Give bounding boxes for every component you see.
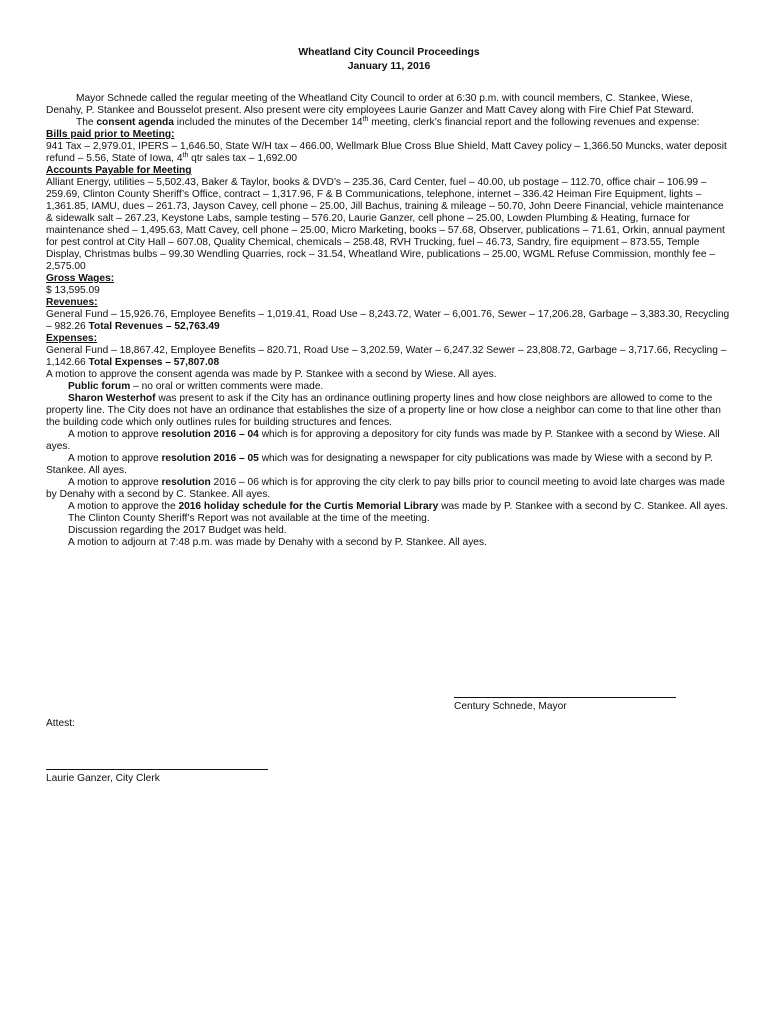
sheriff-report-paragraph: The Clinton County Sheriff’s Report was not available at the time of the meeting. [68,513,430,524]
holiday-schedule-term: 2016 holiday schedule for the Curtis Memorial Library [178,501,439,512]
mayor-signature-line [454,697,676,698]
title-date: January 11, 2016 [347,61,431,72]
expenses-heading: Expenses: [46,333,97,344]
westerhof-name: Sharon Westerhof [68,393,156,404]
intro-paragraph: Mayor Schnede called the regular meeting of the Wheatland City Council to order at 6:30 p.m. with council members, C. Stankee, Wiese, Denahy, P. Stankee and Bousselot present. Also present were city employees Laurie Ganzer and Matt Cavey along with Fire Chief Pat Steward. [46,93,695,116]
adjourn-paragraph: A motion to adjourn at 7:48 p.m. was made by Denahy with a second by P. Stankee. All ayes. [68,537,487,548]
clerk-signature-block [46,769,268,785]
title-line-1: Wheatland City Council Proceedings [298,47,480,58]
revenues-text: General Fund – 15,926.76, Employee Benefits – 1,019.41, Road Use – 8,243.72, Water – 6,001.76, Sewer – 17,206.28, Garbage – 3,383.30, Recycling – 982.26 Total Revenues – 52,763.49 [46,309,730,332]
resolution-05-paragraph: A motion to approve resolution 2016 – 05 which was for designating a newspaper for city publications was made by Wiese with a second by P. Stankee. All ayes. [46,453,713,476]
accounts-payable-heading: Accounts Payable for Meeting [46,165,192,176]
mayor-name: Century Schnede, Mayor [454,701,567,712]
gross-wages-text: $ 13,595.09 [46,285,100,296]
gross-wages-heading: Gross Wages: [46,273,115,284]
resolution-04-term: resolution 2016 – 04 [161,429,259,440]
total-revenues: Total Revenues – 52,763.49 [88,321,220,332]
clerk-signature-line [46,769,268,770]
resolution-05-term: resolution 2016 – 05 [161,453,259,464]
westerhof-paragraph: Sharon Westerhof was present to ask if the City has an ordinance outlining property lines and how close neighbors are allowed to come to the property line. The City does not have an ordinance that establishes the size of a property line or how close a neighbor can come to that line other than the building code which only outlines rules for building structures and fences. [46,393,721,428]
clerk-name: Laurie Ganzer, City Clerk [46,773,160,784]
document-title [46,46,732,74]
resolution-06-paragraph: A motion to approve resolution 2016 – 06 which is for approving the city clerk to pay bills prior to council meeting to avoid late charges was made by Denahy with a second by C. Stankee. All ayes. [46,477,725,500]
budget-paragraph: Discussion regarding the 2017 Budget was held. [68,525,287,536]
revenues-heading: Revenues: [46,297,98,308]
resolution-06-term: resolution [161,477,211,488]
expenses-text: General Fund – 18,867.42, Employee Benefits – 820.71, Road Use – 3,202.59, Water – 6,247.32 Sewer – 23,808.72, Garbage – 3,717.66, Recycling – 1,142.66 Total Expenses – 57,807.08 [46,345,727,368]
motion-consent-agenda: A motion to approve the consent agenda was made by P. Stankee with a second by Wiese. All ayes. [46,369,497,380]
attest-label: Attest: [46,718,75,729]
consent-agenda-paragraph: The consent agenda included the minutes of the December 14th meeting, clerk’s financial report and the following revenues and expense: [76,116,700,128]
holiday-schedule-paragraph: A motion to approve the 2016 holiday schedule for the Curtis Memorial Library was made by P. Stankee with a second by C. Stankee. All ayes. [68,501,729,512]
consent-agenda-term: consent agenda [96,117,174,128]
mayor-signature-block [454,697,676,713]
bills-paid-heading: Bills paid prior to Meeting: [46,129,175,140]
public-forum-term: Public forum [68,381,131,392]
resolution-04-paragraph: A motion to approve resolution 2016 – 04 which is for approving a depository for city funds was made by P. Stankee with a second by Wiese. All ayes. [46,429,720,452]
accounts-payable-text: Alliant Energy, utilities – 5,502.43, Baker & Taylor, books & DVD’s – 235.36, Card Center, fuel – 40.00, ub postage – 112.70, office chair – 106.99 – 259.69, Clinton County Sheriff’s Office, contract – 1,317.96, F & B Communications, telephone, internet – 336.42 Heiman Fire Equipment, lights – 1,361.85, IAMU, dues – 261.73, Jayson Cavey, cell phone – 25.00, Jill Bachus, training & mileage – 50.70, John Deere Financial, vehicle maintenance & sidewalk salt – 267.23, Keystone Labs, sample testing – 576.20, Laurie Ganzer, cell phone – 25.00, Lowden Plumbing & Heating, furnace for maintenance shed – 1,495.63, Matt Cavey, cell phone – 25.00, Micro Marketing, books – 57.68, Observer, publications – 71.61, Orkin, annual payment for pest control at City Hall – 607.08, Quality Chemical, chemicals – 258.48, RVH Trucking, fuel – 46.73, Sandry, fire equipment – 873.55, Temple Display, Christmas bulbs – 99.30 Wendling Quarries, rock – 31.54, Wheatland Wire, publications – 25.00, WGML Refuse Commission, monthly fee – 2,575.00 [46,177,725,272]
bills-paid-text: 941 Tax – 2,979.01, IPERS – 1,646.50, State W/H tax – 466.00, Wellmark Blue Cross Blue Shield, Matt Cavey policy – 1,366.50 Muncks, water deposit refund – 5.56, State of Iowa, 4th qtr sales tax – 1,692.00 [46,141,727,164]
total-expenses: Total Expenses – 57,807.08 [88,357,220,368]
public-forum-paragraph: Public forum – no oral or written comments were made. [68,381,324,392]
